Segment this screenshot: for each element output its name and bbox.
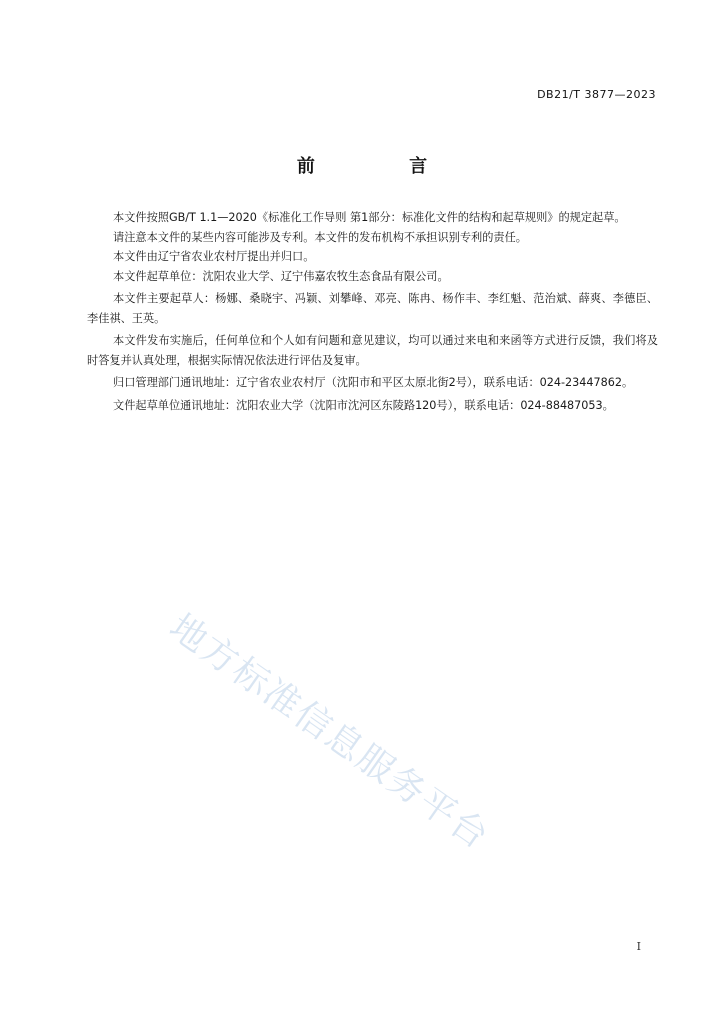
- paragraph-authority-address: 归口管理部门通讯地址：辽宁省农业农村厅（沈阳市和平区太原北街2号），联系电话：024-23447862。: [113, 376, 634, 389]
- paragraph-proposer: 本文件由辽宁省农业农村厅提出并归口。: [113, 250, 315, 263]
- document-body: [87, 208, 658, 415]
- watermark-text: 地方标准信息服务平台: [161, 606, 497, 859]
- paragraph-feedback: 本文件发布实施后，任何单位和个人如有问题和意见建议，均可以通过来电和来函等方式进行反馈，我们将及时答复并认真处理，根据实际情况依法进行评估及复审。: [87, 334, 658, 367]
- paragraph-drafter-address: 文件起草单位通讯地址：沈阳农业大学（沈阳市沈河区东陵路120号），联系电话：024-88487053。: [113, 398, 614, 412]
- page-title: 前 言: [296, 156, 472, 177]
- paragraph-drafting-units: 本文件起草单位：沈阳农业大学、辽宁伟嘉农牧生态食品有限公司。: [113, 269, 449, 283]
- standard-code: DB21/T 3877—2023: [537, 88, 656, 101]
- page-number: I: [636, 940, 641, 953]
- paragraph-drafters: 本文件主要起草人：杨娜、桑晓宇、冯颖、刘攀峰、邓亮、陈冉、杨作丰、李红魁、范治斌、薛爽、李德臣、李佳祺、王英。: [87, 292, 658, 325]
- paragraph-patent-notice: 请注意本文件的某些内容可能涉及专利。本文件的发布机构不承担识别专利的责任。: [113, 230, 527, 244]
- paragraph-drafting-rules: 本文件按照GB/T 1.1—2020《标准化工作导则 第1部分：标准化文件的结构和起草规则》的规定起草。: [113, 211, 626, 224]
